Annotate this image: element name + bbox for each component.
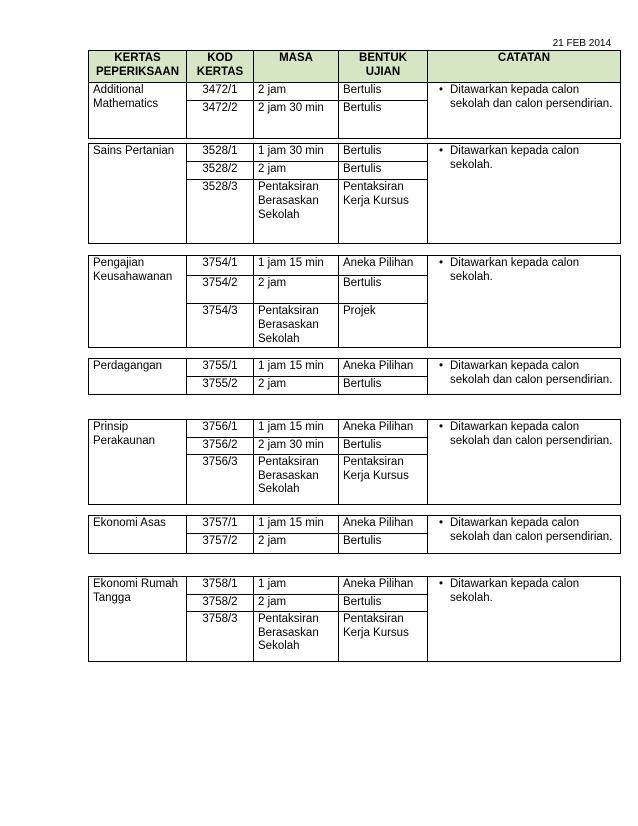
kod-kertas-cell: 3758/2 — [187, 595, 254, 612]
bentuk-ujian-cell: Pentaksiran Kerja Kursus — [339, 454, 428, 504]
catatan-list-item — [432, 84, 616, 112]
kod-kertas-cell: 3754/1 — [187, 256, 254, 276]
table-row — [89, 516, 621, 534]
kod-kertas-cell: 3756/3 — [187, 454, 254, 504]
catatan-text: Ditawarkan kepada calon sekolah dan calon persendirian. — [450, 360, 613, 386]
masa-cell: 1 jam 15 min — [254, 256, 339, 276]
catatan-cell — [428, 577, 621, 662]
catatan-list-item — [432, 360, 616, 388]
kod-kertas-cell: 3757/2 — [187, 534, 254, 554]
kod-kertas-cell: 3758/1 — [187, 577, 254, 595]
masa-cell: 2 jam 30 min — [254, 101, 339, 139]
kod-kertas-cell: 3758/3 — [187, 611, 254, 661]
bentuk-ujian-cell: Aneka Pilihan — [339, 577, 428, 595]
table-row — [89, 577, 621, 595]
bentuk-ujian-cell: Pentaksiran Kerja Kursus — [339, 180, 428, 244]
kod-kertas-cell: 3528/1 — [187, 144, 254, 162]
header-bentuk: BENTUK UJIAN — [339, 51, 428, 83]
bentuk-ujian-cell: Bertulis — [339, 377, 428, 395]
bentuk-ujian-cell: Projek — [339, 304, 428, 348]
masa-cell: 2 jam 30 min — [254, 438, 339, 455]
masa-cell: 2 jam — [254, 595, 339, 612]
header-masa: MASA — [254, 51, 339, 83]
bullet-icon: • — [438, 578, 444, 590]
masa-cell: 2 jam — [254, 377, 339, 395]
masa-cell: Pentaksiran Berasaskan Sekolah — [254, 454, 339, 504]
masa-cell: 2 jam — [254, 83, 339, 101]
bullet-icon: • — [438, 421, 444, 433]
subject-name: Sains Pertanian — [89, 144, 187, 244]
masa-cell: Pentaksiran Berasaskan Sekolah — [254, 180, 339, 244]
kod-kertas-cell: 3756/1 — [187, 420, 254, 438]
catatan-text: Ditawarkan kepada calon sekolah. — [450, 257, 580, 283]
header-table — [88, 50, 621, 83]
subject-table — [88, 515, 621, 554]
catatan-text: Ditawarkan kepada calon sekolah. — [450, 578, 580, 604]
kod-kertas-cell: 3756/2 — [187, 438, 254, 455]
masa-cell: 1 jam — [254, 577, 339, 595]
subject-name: Ekonomi Asas — [89, 516, 187, 554]
subject-name: Pengajian Keusahawanan — [89, 256, 187, 348]
masa-cell: 2 jam — [254, 276, 339, 304]
table-row — [89, 359, 621, 377]
bentuk-ujian-cell: Bertulis — [339, 534, 428, 554]
bentuk-ujian-cell: Aneka Pilihan — [339, 516, 428, 534]
catatan-cell — [428, 420, 621, 505]
catatan-list-item — [432, 145, 616, 173]
bullet-icon: • — [438, 257, 444, 269]
masa-cell: 1 jam 30 min — [254, 144, 339, 162]
bentuk-ujian-cell: Bertulis — [339, 438, 428, 455]
header-catatan: CATATAN — [428, 51, 621, 83]
subject-name: Prinsip Perakaunan — [89, 420, 187, 505]
kod-kertas-cell: 3757/1 — [187, 516, 254, 534]
bentuk-ujian-cell: Aneka Pilihan — [339, 359, 428, 377]
subject-name: Additional Mathematics — [89, 83, 187, 139]
bentuk-ujian-cell: Bertulis — [339, 276, 428, 304]
subject-table — [88, 419, 621, 505]
masa-cell: 1 jam 15 min — [254, 359, 339, 377]
catatan-list-item — [432, 421, 616, 449]
catatan-list-item — [432, 257, 616, 285]
subject-name: Perdagangan — [89, 359, 187, 395]
catatan-list-item — [432, 517, 616, 545]
bentuk-ujian-cell: Bertulis — [339, 101, 428, 139]
masa-cell: 1 jam 15 min — [254, 516, 339, 534]
catatan-text: Ditawarkan kepada calon sekolah dan calon persendirian. — [450, 421, 613, 447]
bentuk-ujian-cell: Bertulis — [339, 595, 428, 612]
document-date: 21 FEB 2014 — [552, 38, 611, 49]
header-kod: KOD KERTAS — [187, 51, 254, 83]
bullet-icon: • — [438, 517, 444, 529]
bullet-icon: • — [438, 360, 444, 372]
table-row — [89, 420, 621, 438]
subject-table — [88, 82, 621, 139]
kod-kertas-cell: 3528/2 — [187, 162, 254, 180]
catatan-text: Ditawarkan kepada calon sekolah. — [450, 145, 580, 171]
bentuk-ujian-cell: Bertulis — [339, 83, 428, 101]
bullet-icon: • — [438, 145, 444, 157]
catatan-text: Ditawarkan kepada calon sekolah dan calon persendirian. — [450, 84, 613, 110]
masa-cell: Pentaksiran Berasaskan Sekolah — [254, 304, 339, 348]
kod-kertas-cell: 3754/2 — [187, 276, 254, 304]
masa-cell: 2 jam — [254, 534, 339, 554]
kod-kertas-cell: 3755/2 — [187, 377, 254, 395]
catatan-cell — [428, 256, 621, 348]
masa-cell: 1 jam 15 min — [254, 420, 339, 438]
subject-table — [88, 143, 621, 244]
bentuk-ujian-cell: Aneka Pilihan — [339, 420, 428, 438]
masa-cell: Pentaksiran Berasaskan Sekolah — [254, 611, 339, 661]
kod-kertas-cell: 3528/3 — [187, 180, 254, 244]
header-kertas: KERTAS PEPERIKSAAN — [89, 51, 187, 83]
subject-name: Ekonomi Rumah Tangga — [89, 577, 187, 662]
catatan-cell — [428, 359, 621, 395]
bullet-icon: • — [438, 84, 444, 96]
catatan-cell — [428, 83, 621, 139]
masa-cell: 2 jam — [254, 162, 339, 180]
table-row — [89, 256, 621, 276]
table-row — [89, 144, 621, 162]
bentuk-ujian-cell: Aneka Pilihan — [339, 256, 428, 276]
subject-table — [88, 358, 621, 395]
kod-kertas-cell: 3754/3 — [187, 304, 254, 348]
subject-table — [88, 255, 621, 348]
bentuk-ujian-cell: Pentaksiran Kerja Kursus — [339, 611, 428, 661]
catatan-cell — [428, 516, 621, 554]
catatan-list-item — [432, 578, 616, 606]
bentuk-ujian-cell: Bertulis — [339, 144, 428, 162]
kod-kertas-cell: 3472/1 — [187, 83, 254, 101]
catatan-text: Ditawarkan kepada calon sekolah dan calon persendirian. — [450, 517, 613, 543]
kod-kertas-cell: 3755/1 — [187, 359, 254, 377]
bentuk-ujian-cell: Bertulis — [339, 162, 428, 180]
table-row — [89, 83, 621, 101]
kod-kertas-cell: 3472/2 — [187, 101, 254, 139]
subject-table — [88, 576, 621, 662]
catatan-cell — [428, 144, 621, 244]
